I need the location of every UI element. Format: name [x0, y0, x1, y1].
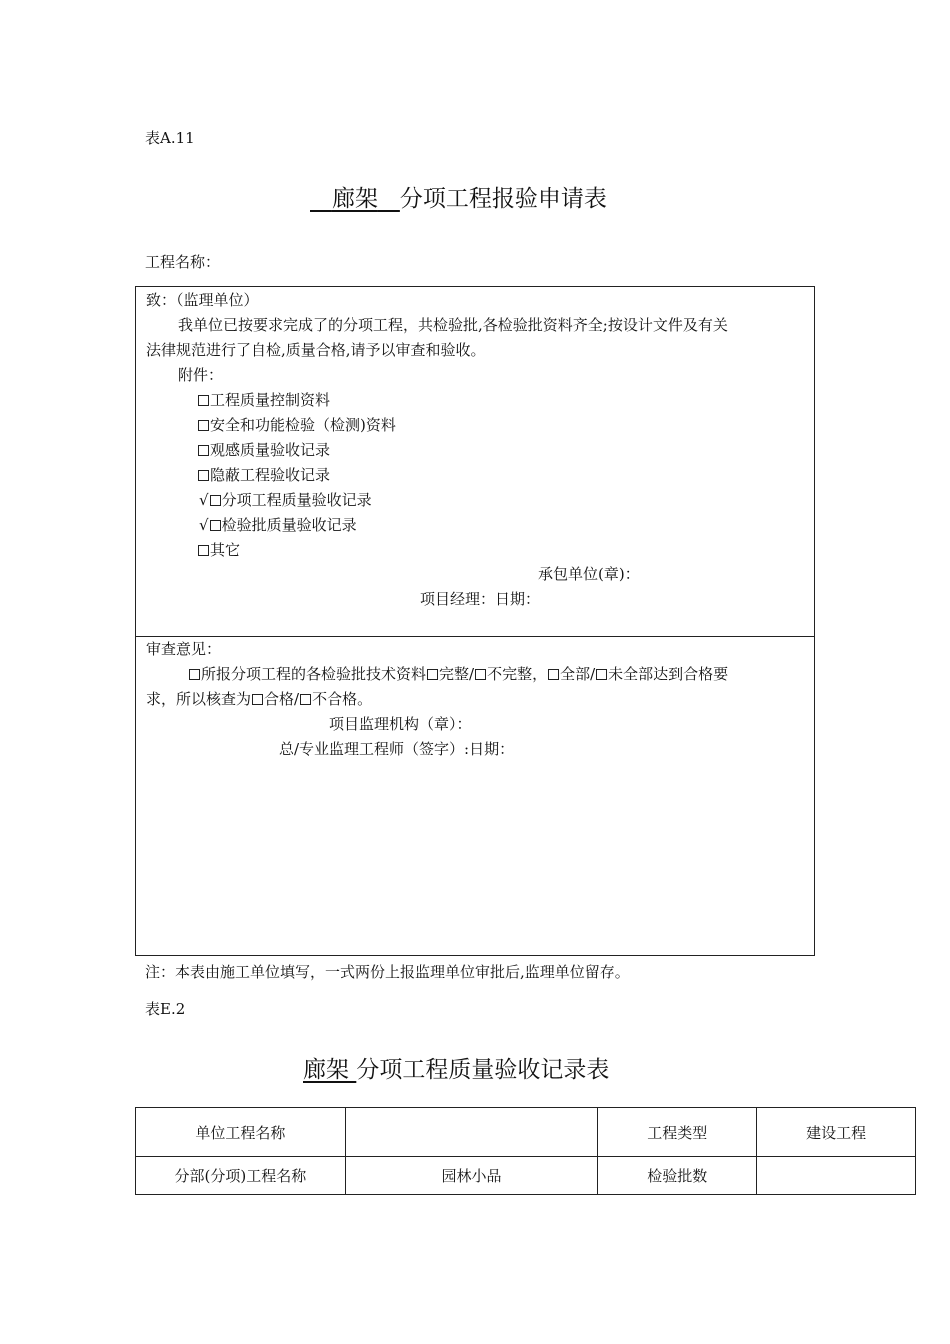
attachment-item [197, 390, 330, 410]
attachment-label: 其它 [210, 541, 241, 559]
project-name-label: 工程名称： [145, 253, 221, 271]
attachment-label: 工程质量控制资料 [210, 391, 331, 409]
cell-batch-count-label: 检验批数 [598, 1157, 757, 1195]
cell-unit-project-label: 单位工程名称 [136, 1108, 346, 1157]
cell-project-type-value[interactable]: 建设工程 [757, 1108, 916, 1157]
attachment-checkbox[interactable] [198, 545, 209, 556]
contractor-label: 承包单位(章)： [538, 565, 640, 583]
checkbox-complete[interactable] [427, 669, 438, 680]
e2-title-project-blank: 廊架 [303, 1057, 349, 1083]
checkbox-all[interactable] [548, 669, 559, 680]
e2-title [303, 1055, 609, 1085]
attachment-label: 安全和功能检验（检测)资料 [210, 416, 396, 434]
attachment-item [197, 415, 396, 435]
checkbox-qualified[interactable] [252, 694, 263, 705]
body-line-1: 我单位已按要求完成了的分项工程，共检验批,各检验批资料齐全;按设计文件及有关 [178, 316, 728, 334]
section-divider [136, 636, 814, 637]
attachment-label: 分项工程质量验收记录 [221, 491, 372, 509]
review-line-2: 求，所以核查为 合格/ 不合格。 [146, 690, 373, 708]
table-number-e2: 表E.2 [145, 1000, 186, 1018]
cell-unit-project-value[interactable] [345, 1108, 598, 1157]
attachment-label: 隐蔽工程验收记录 [210, 466, 331, 484]
attachment-item [199, 490, 372, 510]
body-line-2: 法律规范进行了自检,质量合格,请予以审查和验收。 [146, 341, 486, 359]
table-row [136, 1108, 916, 1157]
cell-subproject-value[interactable]: 园林小品 [345, 1157, 598, 1195]
title-text: 分项工程报验申请表 [399, 186, 607, 212]
application-box [135, 286, 815, 956]
cell-batch-count-value[interactable] [757, 1157, 916, 1195]
checkbox-not-all[interactable] [596, 669, 607, 680]
page-title [310, 184, 607, 214]
review-label: 审查意见： [146, 640, 222, 658]
attachment-checkbox[interactable] [210, 495, 221, 506]
e2-title-text: 分项工程质量验收记录表 [356, 1057, 610, 1083]
checkbox-incomplete[interactable] [475, 669, 486, 680]
footnote: 注：本表由施工单位填写，一式两份上报监理单位审批后,监理单位留存。 [145, 963, 630, 981]
attachment-checkbox[interactable] [198, 420, 209, 431]
engineer-signature-label: 总/专业监理工程师（签字）:日期： [279, 740, 515, 758]
to-line: 致：（监理单位） [146, 291, 259, 309]
checkbox[interactable] [189, 669, 200, 680]
attachments-label: 附件： [178, 366, 224, 384]
attachment-item [197, 540, 240, 560]
attachment-label: 观感质量验收记录 [210, 441, 331, 459]
review-line-1: 所报分项工程的各检验批技术资料 完整/ 不完整， 全部/ 未全部达到合格要 [188, 664, 728, 684]
title-project-blank: 廊架 [331, 186, 378, 212]
attachment-checkbox[interactable] [210, 520, 221, 531]
supervision-org-label: 项目监理机构（章）： [329, 715, 472, 733]
attachment-checkbox[interactable] [198, 445, 209, 456]
table-row [136, 1157, 916, 1195]
manager-date-label: 项目经理：日期： [420, 590, 541, 608]
attachment-checkbox[interactable] [198, 395, 209, 406]
check-mark-icon: √ [199, 491, 209, 509]
attachment-item [197, 440, 330, 460]
cell-project-type-label: 工程类型 [598, 1108, 757, 1157]
check-mark-icon: √ [199, 516, 209, 534]
attachment-item [199, 515, 357, 535]
cell-subproject-label: 分部(分项)工程名称 [136, 1157, 346, 1195]
table-number: 表A.11 [145, 129, 195, 147]
acceptance-record-table [135, 1107, 916, 1195]
attachment-label: 检验批质量验收记录 [221, 516, 357, 534]
attachment-item [197, 465, 330, 485]
checkbox-unqualified[interactable] [300, 694, 311, 705]
attachment-checkbox[interactable] [198, 470, 209, 481]
